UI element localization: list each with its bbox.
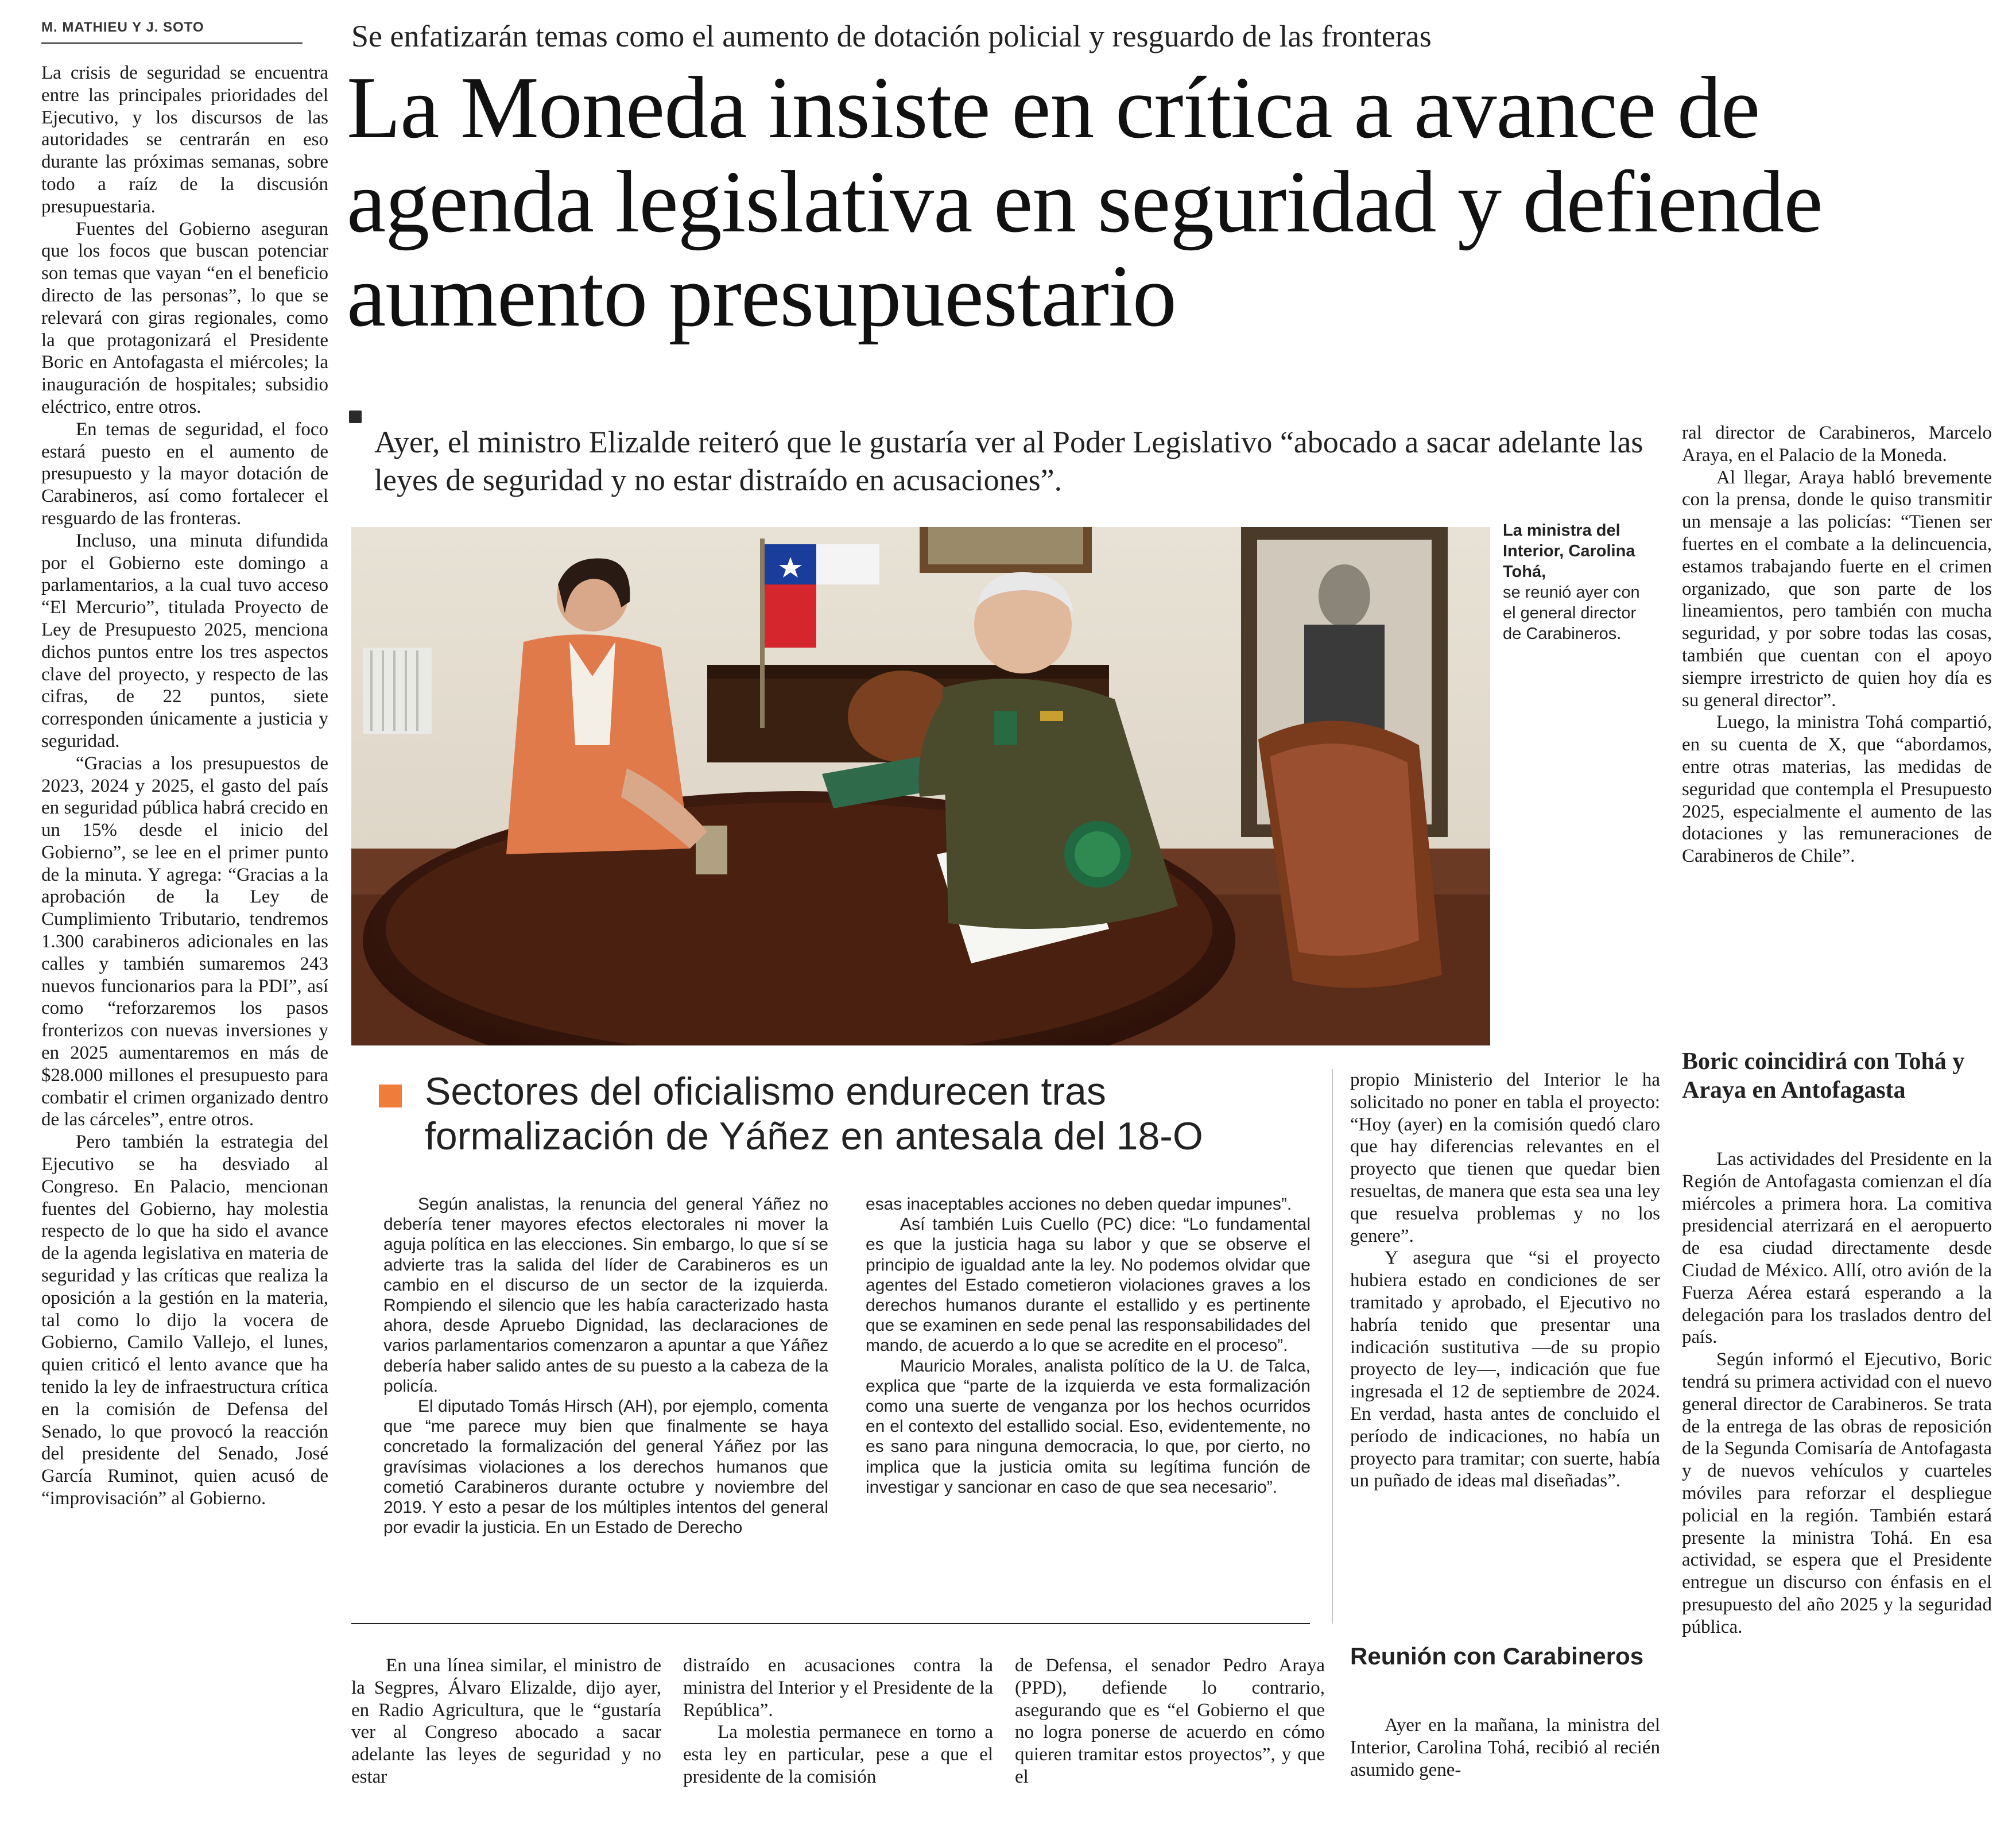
paragraph: Luego, la ministra Tohá compartió, en su cuenta de X, que “abordamos, entre otras materias, las medidas de seguridad que contempla el Presupuesto 2025, especialmente el aumento de las dotaciones y las remuneraciones de Carabineros de Chile”. bbox=[1682, 712, 1992, 867]
paragraph: “Gracias a los presupuestos de 2023, 2024 y 2025, el gasto del país en seguridad pública habrá crecido en un 15% desde el inicio del Gobierno”, se lee en el primer punto de la minuta. Y agrega: “Gracias a la aprobación de la Ley de Cumplimiento Tributario, tendremos 1.300 carabineros adicionales en las calles y también sumaremos 243 nuevos funcionarios para la PDI”, así como “reforzaremos los pasos fronterizos con nuevas inversiones y en 2025 aumentaremos en más de $28.000 millones el presupuesto para combatir el crimen organizado dentro de las cárceles”, entre otros. bbox=[41, 753, 328, 1130]
paragraph: El diputado Tomás Hirsch (AH), por ejemplo, comenta que “me parece muy bien que finalmente se haya concretado la formalización del general Yáñez por las gravísimas violaciones a los derechos humanos que cometió Carabineros durante octubre y noviembre del 2019. Y esto a pesar de los múltiples intentos del general por evadir la justicia. En un Estado de Derecho bbox=[383, 1397, 828, 1537]
paragraph: Incluso, una minuta difundida por el Gobierno este domingo a parlamentarios, a la cual tuvo acceso “El Mercurio”, titulada Proyecto de Ley de Presupuesto 2025, menciona dichos puntos entre los tres aspectos clave del proyecto, y respecto de las cifras, de 22 puntos, siete corresponden únicamente a justicia y seguridad. bbox=[41, 530, 328, 752]
meeting-photo-illustration bbox=[351, 527, 1490, 1045]
article-column-left bbox=[41, 62, 328, 1510]
paragraph: Al llegar, Araya habló brevemente con la prensa, donde le quiso transmitir un mensaje a las policías: “Tienen ser fuertes en el combate a la delincuencia, estamos trabajando fuerte en el crimen organizado, que son parte de los lineamientos, pero también con mucha seguridad, y por sobre todas las cosas, también que cuentan con el apoyo siempre irrestricto de quien hoy día es su general director”. bbox=[1682, 467, 1992, 711]
paragraph: Así también Luis Cuello (PC) dice: “Lo fundamental es que la justicia haga su labor y que se observe el principio de igualdad ante la ley. No podemos olvidar que agentes del Estado cometieron violaciones graves a los derechos humanos durante el estallido y es pertinente que se examinen en sede penal las responsabilidades del mando, de acuerdo a lo que se acredite en el proceso”. bbox=[866, 1215, 1311, 1355]
byline: M. MATHIEU Y J. SOTO bbox=[41, 20, 303, 44]
dek: Ayer, el ministro Elizalde reiteró que le gustaría ver al Poder Legislativo “abocado a sacar adelante las leyes de seguridad y no estar distraído en acusaciones”. bbox=[374, 425, 1643, 497]
paragraph: Según analistas, la renuncia del general Yáñez no debería tener mayores efectos electorales ni mover la aguja política en las elecciones. Sin embargo, lo que sí se advierte tras la salida del líder de Carabineros es un cambio en el discurso de un sector de la izquierda. Rompiendo el silencio que les había caracterizado hasta ahora, desde Apruebo Dignidad, las declaraciones de varios parlamentarios comenzaron a apuntar a que Yáñez debería haber salido antes de su puesto a la cabeza de la policía. bbox=[383, 1195, 828, 1396]
paragraph: Mauricio Morales, analista político de la U. de Talca, explica que “parte de la izquierda ve esta formalización como una suerte de venganza por los hechos ocurridos en el contexto del estallido social. Eso, evidentemente, no es sano para ninguna democracia, lo que, por cierto, no implica que la justicia omita su legítima función de investigar y sancionar en caso de que sea necesario”. bbox=[866, 1356, 1311, 1497]
article-column-mid bbox=[1350, 1069, 1660, 1492]
subhead-boric: Boric coincidirá con Tohá y Araya en Antofagasta bbox=[1682, 1048, 1965, 1103]
boric-column bbox=[1682, 1148, 1992, 1639]
paragraph: La molestia permanece en torno a esta ley en particular, pese a que el presidente de la comisión bbox=[683, 1722, 993, 1787]
bottom-column-2 bbox=[683, 1655, 993, 1788]
paragraph: En temas de seguridad, el foco estará puesto en el aumento de presupuesto y la mayor dotación de Carabineros, así como fortalecer el resguardo de las fronteras. bbox=[41, 419, 328, 529]
subhead-reunion: Reunión con Carabineros bbox=[1350, 1643, 1644, 1670]
paragraph: Pero también la estrategia del Ejecutivo se ha desviado al Congreso. En Palacio, mencionan fuentes del Gobierno, hay molestia respecto de lo que ha sido el avance de la agenda legislativa en materia de seguridad y las críticas que realiza la oposición a la gestión en la materia, tal como lo dijo la vocera de Gobierno, Camilo Vallejo, el lunes, quien criticó el lento avance que ha tenido la ley de infraestructura crítica en la comisión de Defensa del Senado, lo que provocó la reacción del presidente del Senado, José García Ruminot, quien acusó de “improvisación” al Gobierno. bbox=[41, 1132, 328, 1509]
paragraph: Y asegura que “si el proyecto hubiera estado en condiciones de ser tramitado y aprobado, el Ejecutivo no habría tenido que presentar una indicación sustitutiva —de su propio proyecto de ley—, indicación que fue ingresada el 12 de septiembre de 2024. En verdad, hasta antes de concluido el período de indicaciones, no había un proyecto para tramitar; con suerte, había un puñado de ideas mal diseñadas”. bbox=[1350, 1248, 1660, 1492]
article-photo bbox=[351, 527, 1490, 1045]
caption-lead: La ministra del Interior, Carolina Tohá, bbox=[1503, 521, 1635, 581]
photo-caption bbox=[1503, 520, 1641, 644]
paragraph: Las actividades del Presidente en la Región de Antofagasta comienzan el día miércoles a primera hora. La comitiva presidencial aterrizará en el aeropuerto de esa ciudad directamente desde Ciudad de México. Allí, otro avión de la Fuerza Aérea estará esperando a la delegación para los traslados dentro del país. bbox=[1682, 1149, 1992, 1348]
paragraph: La crisis de seguridad se encuentra entre las principales prioridades del Ejecutivo, y los discursos de las autoridades se centrarán en eso durante las próximas semanas, sobre todo a raíz de la discusión presupuestaria. bbox=[41, 63, 328, 217]
kicker: Se enfatizarán temas como el aumento de dotación policial y resguardo de las fronteras bbox=[351, 19, 1432, 53]
paragraph: esas inaceptables acciones no deben quedar impunes”. bbox=[866, 1195, 1292, 1214]
dek-bullet bbox=[349, 410, 362, 423]
paragraph: Según informó el Ejecutivo, Boric tendrá su primera actividad con el nuevo general director de Carabineros. Se trata de la entrega de las obras de reposición de la Segunda Comisaría de Antofagasta y de nuevos vehículos y cuarteles móviles para reforzar el despliegue policial en la región. También estará presente la ministra Tohá. En esa actividad, se espera que el Presidente entregue un discurso con énfasis en el presupuesto del año 2025 y la seguridad pública. bbox=[1682, 1349, 1992, 1637]
paragraph: Fuentes del Gobierno aseguran que los focos que buscan potenciar son temas que vayan “en el beneficio directo de las personas”, lo que se relevará con giras regionales, como la que protagonizará el Presidente Boric en Antofagasta el miércoles; la inauguración de hospitales; subsidio eléctrico, entre otros. bbox=[41, 218, 328, 417]
sidebar-marker bbox=[379, 1085, 402, 1107]
sidebar-column-1 bbox=[383, 1194, 828, 1537]
column-divider bbox=[1332, 1069, 1333, 1624]
caption-text: se reunió ayer con el general director de Carabineros. bbox=[1503, 583, 1640, 643]
reunion-paragraph bbox=[1350, 1714, 1660, 1781]
headline: La Moneda insiste en crítica a avance de agenda legislativa en seguridad y defiende aumento presupuestario bbox=[347, 59, 1823, 345]
sidebar-title: Sectores del oficialismo endurecen tras formalización de Yáñez en antesala del 18-O bbox=[425, 1070, 1203, 1158]
paragraph: de Defensa, el senador Pedro Araya (PPD), defiende lo contrario, asegurando que es “el Gobierno el que no logra ponerse de acuerdo en cómo quieren tramitar estos proyectos”, y que el bbox=[1015, 1655, 1325, 1787]
paragraph: propio Ministerio del Interior le ha solicitado no poner en tabla el proyecto: “Hoy (ayer) en la comisión quedó claro que hay diferencias relevantes en el proyecto que tienen que quedar bien resueltas, de manera que esta sea una ley que resuelva problemas y no los genere”. bbox=[1350, 1070, 1660, 1246]
paragraph: ral director de Carabineros, Marcelo Araya, en el Palacio de la Moneda. bbox=[1682, 423, 1992, 466]
bottom-column-3 bbox=[1015, 1655, 1325, 1788]
sidebar-bottom-rule bbox=[351, 1623, 1310, 1624]
paragraph: Ayer en la mañana, la ministra del Interior, Carolina Tohá, recibió al recién asumido gene- bbox=[1350, 1715, 1660, 1780]
paragraph: distraído en acusaciones contra la ministra del Interior y el Presidente de la República”. bbox=[683, 1655, 993, 1721]
article-column-right bbox=[1682, 422, 1992, 867]
bottom-column-1 bbox=[351, 1655, 661, 1788]
sidebar-column-2 bbox=[866, 1194, 1311, 1497]
paragraph: En una línea similar, el ministro de la Segpres, Álvaro Elizalde, dijo ayer, en Radio Agricultura, que le “gustaría ver al Congreso abocado a sacar adelante las leyes de seguridad y no estar bbox=[351, 1655, 661, 1787]
